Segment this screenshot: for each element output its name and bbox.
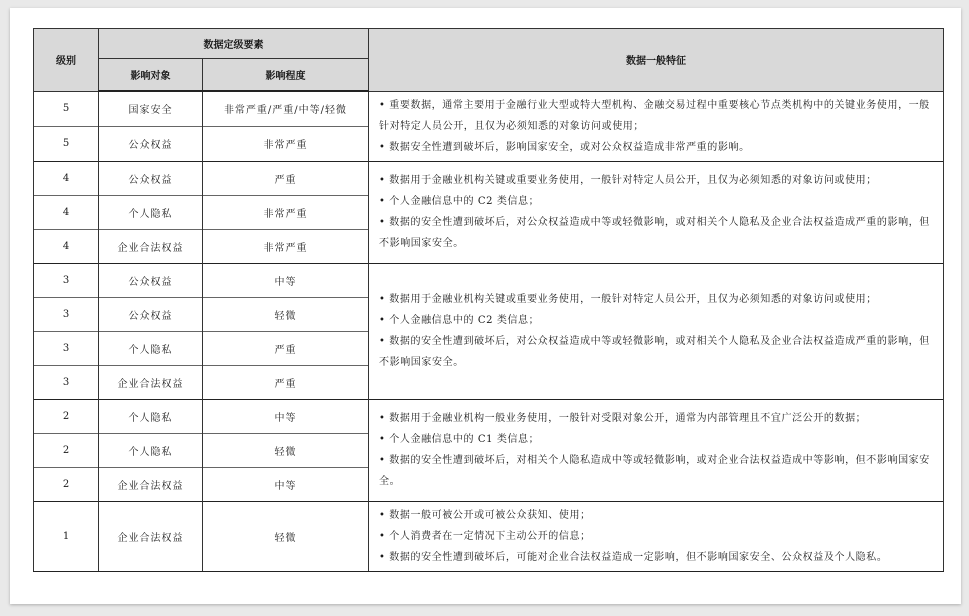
features-cell	[369, 501, 944, 571]
degree-cell: 中等	[203, 263, 369, 297]
table-row	[34, 161, 944, 195]
features-cell	[369, 263, 944, 399]
table-row	[34, 399, 944, 433]
level-cell: 5	[34, 91, 99, 126]
degree-cell: 轻微	[203, 501, 369, 571]
object-cell: 公众权益	[99, 161, 203, 195]
feature-line: • 数据的安全性遭到破坏后，对公众权益造成中等或轻微影响，或对相关个人隐私及企业合法权益造成严重的影响，但不影响国家安全。	[379, 336, 930, 368]
level-cell: 4	[34, 229, 99, 263]
degree-cell: 中等	[203, 399, 369, 433]
feature-line: • 数据的安全性遭到破坏后，对相关个人隐私造成中等或轻微影响，或对企业合法权益造成中等影响，但不影响国家安全。	[379, 455, 930, 487]
header-level: 级别	[34, 29, 99, 92]
features-cell	[369, 91, 944, 161]
features-cell	[369, 161, 944, 263]
header-affected-object: 影响对象	[99, 59, 203, 92]
level-cell: 3	[34, 331, 99, 365]
object-cell: 企业合法权益	[99, 229, 203, 263]
feature-line: • 个人金融信息中的 C2 类信息；	[379, 196, 540, 207]
feature-line: • 数据的安全性遭到破坏后，对公众权益造成中等或轻微影响，或对相关个人隐私及企业合法权益造成严重的影响，但不影响国家安全。	[379, 217, 930, 249]
object-cell: 个人隐私	[99, 399, 203, 433]
table-row	[34, 263, 944, 297]
feature-line: • 数据一般可被公开或可被公众获知、使用；	[379, 509, 591, 521]
level-cell: 1	[34, 501, 99, 571]
header-impact-degree: 影响程度	[203, 59, 369, 92]
feature-line: • 数据用于金融业机构一般业务使用，一般针对受限对象公开，通常为内部管理且不宜广泛公开的数据；	[379, 413, 867, 424]
object-cell: 国家安全	[99, 91, 203, 126]
features-cell	[369, 399, 944, 501]
feature-line: • 数据用于金融业机构关键或重要业务使用，一般针对特定人员公开，且仅为必须知悉的对象访问或使用；	[379, 175, 877, 186]
level-cell: 2	[34, 433, 99, 467]
object-cell: 公众权益	[99, 126, 203, 161]
level-cell: 3	[34, 263, 99, 297]
degree-cell: 非常严重	[203, 195, 369, 229]
level-cell: 2	[34, 399, 99, 433]
level-cell: 4	[34, 195, 99, 229]
degree-cell: 非常严重	[203, 126, 369, 161]
object-cell: 企业合法权益	[99, 501, 203, 571]
object-cell: 企业合法权益	[99, 365, 203, 399]
level-cell: 3	[34, 365, 99, 399]
document-page	[10, 8, 961, 604]
table-row	[34, 501, 944, 571]
header-features: 数据一般特征	[369, 29, 944, 92]
object-cell: 个人隐私	[99, 433, 203, 467]
degree-cell: 轻微	[203, 297, 369, 331]
header-elements-group: 数据定级要素	[99, 29, 369, 59]
data-classification-table	[33, 28, 944, 572]
object-cell: 企业合法权益	[99, 467, 203, 501]
degree-cell: 轻微	[203, 433, 369, 467]
level-cell: 4	[34, 161, 99, 195]
degree-cell: 非常严重/严重/中等/轻微	[203, 91, 369, 126]
feature-line: • 数据安全性遭到破坏后，影响国家安全，或对公众权益造成非常严重的影响。	[379, 141, 750, 153]
object-cell: 个人隐私	[99, 331, 203, 365]
feature-line: • 个人金融信息中的 C2 类信息；	[379, 315, 540, 326]
degree-cell: 非常严重	[203, 229, 369, 263]
object-cell: 公众权益	[99, 263, 203, 297]
feature-line: • 个人金融信息中的 C1 类信息；	[379, 434, 540, 445]
level-cell: 5	[34, 126, 99, 161]
degree-cell: 严重	[203, 331, 369, 365]
feature-line: • 个人消费者在一定情况下主动公开的信息；	[379, 530, 591, 542]
degree-cell: 严重	[203, 161, 369, 195]
feature-line: • 重要数据，通常主要用于金融行业大型或特大型机构、金融交易过程中重要核心节点类机构中的关键业务使用，一般针对特定人员公开，且仅为必须知悉的对象访问或使用；	[379, 99, 930, 132]
feature-line: • 数据的安全性遭到破坏后，可能对企业合法权益造成一定影响，但不影响国家安全、公众权益及个人隐私。	[379, 551, 888, 563]
level-cell: 2	[34, 467, 99, 501]
degree-cell: 严重	[203, 365, 369, 399]
degree-cell: 中等	[203, 467, 369, 501]
table-row	[34, 91, 944, 126]
object-cell: 公众权益	[99, 297, 203, 331]
level-cell: 3	[34, 297, 99, 331]
object-cell: 个人隐私	[99, 195, 203, 229]
feature-line: • 数据用于金融业机构关键或重要业务使用，一般针对特定人员公开，且仅为必须知悉的对象访问或使用；	[379, 294, 877, 305]
